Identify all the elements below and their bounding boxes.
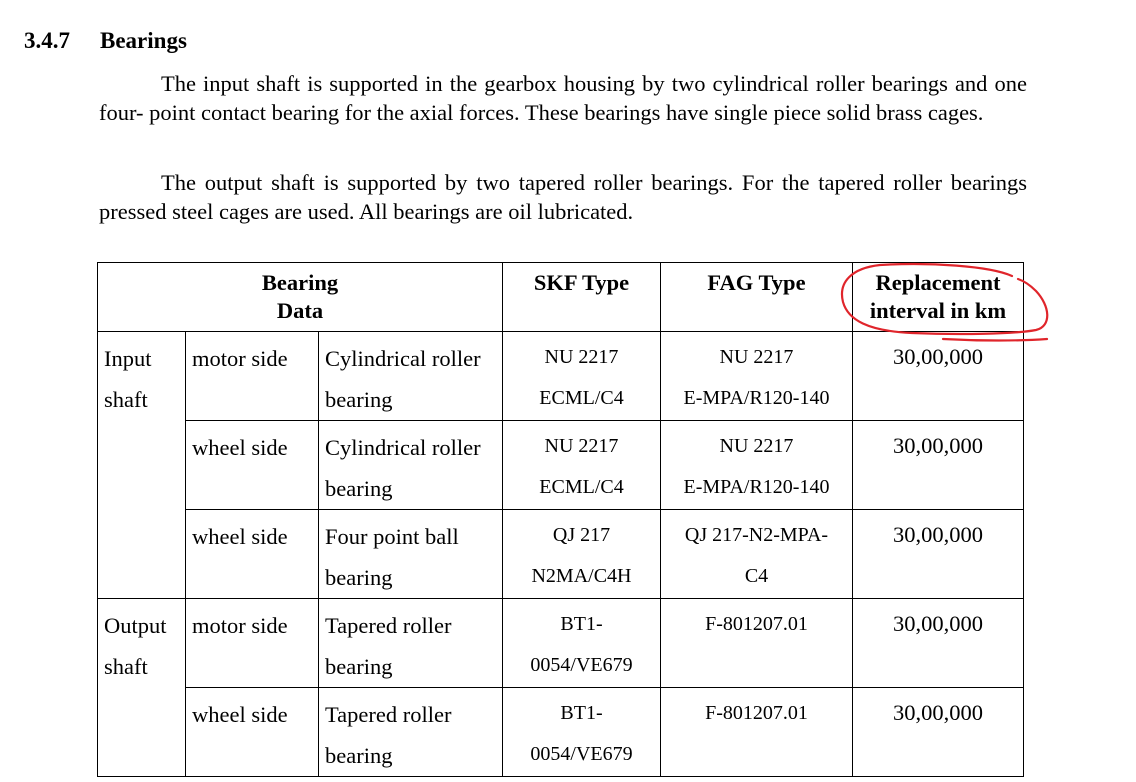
table-row <box>98 510 1024 599</box>
section-title: Bearings <box>100 28 187 53</box>
interval-cell: 30,00,000 <box>853 332 1024 421</box>
header-skf-type <box>503 263 661 332</box>
skf-line2: 0054/VE679 <box>530 743 633 765</box>
side-cell: wheel side <box>186 510 319 599</box>
fag-cell <box>661 421 853 510</box>
header-fag-label: FAG Type <box>707 270 806 295</box>
fag-cell <box>661 510 853 599</box>
fag-cell <box>661 599 853 688</box>
side-cell: motor side <box>186 599 319 688</box>
skf-line1: NU 2217 <box>544 435 619 457</box>
skf-cell <box>503 332 661 421</box>
skf-line2: N2MA/C4H <box>531 565 632 587</box>
group-output-shaft: Output shaft <box>98 599 186 777</box>
bearing-cell: Four point ball bearing <box>319 510 503 599</box>
header-skf-label: SKF Type <box>533 270 630 295</box>
fag-line1: NU 2217 <box>719 346 794 368</box>
bearing-cell: Cylindrical roller bearing <box>319 421 503 510</box>
skf-line1: QJ 217 <box>552 524 611 546</box>
skf-cell <box>503 688 661 777</box>
fag-line1: QJ 217-N2-MPA- <box>684 524 829 546</box>
interval-cell: 30,00,000 <box>853 510 1024 599</box>
section-number: 3.4.7 <box>24 28 70 53</box>
interval-cell: 30,00,000 <box>853 421 1024 510</box>
table-row <box>98 421 1024 510</box>
header-fag-type <box>661 263 853 332</box>
skf-cell <box>503 510 661 599</box>
header-interval-line1: Replacement <box>875 270 1001 295</box>
skf-line2: ECML/C4 <box>539 476 624 498</box>
skf-cell <box>503 421 661 510</box>
bearing-cell: Cylindrical roller bearing <box>319 332 503 421</box>
skf-line2: 0054/VE679 <box>530 654 633 676</box>
interval-cell: 30,00,000 <box>853 688 1024 777</box>
header-bearing-data <box>98 263 503 332</box>
bearing-table <box>97 262 1024 777</box>
skf-cell <box>503 599 661 688</box>
skf-line1: NU 2217 <box>544 346 619 368</box>
fag-line2: C4 <box>744 565 769 587</box>
fag-cell <box>661 332 853 421</box>
fag-line1: F-801207.01 <box>705 613 808 635</box>
table-header-row <box>98 263 1024 332</box>
table-row <box>98 599 1024 688</box>
paragraph-output-shaft: The output shaft is supported by two tapered roller bearings. For the tapered roller bearings pressed steel cages are used. All bearings are oil lubricated. <box>99 170 1027 224</box>
table-row <box>98 332 1024 421</box>
fag-cell <box>661 688 853 777</box>
fag-line1: NU 2217 <box>719 435 794 457</box>
section-heading <box>24 28 187 54</box>
skf-line2: ECML/C4 <box>539 387 624 409</box>
header-bearing-data-line2: Data <box>276 298 324 323</box>
skf-line1: BT1- <box>560 702 603 724</box>
bearing-cell: Tapered roller bearing <box>319 599 503 688</box>
fag-line2: E-MPA/R120-140 <box>683 476 830 498</box>
bearing-cell: Tapered roller bearing <box>319 688 503 777</box>
interval-cell: 30,00,000 <box>853 599 1024 688</box>
header-replacement-interval <box>853 263 1024 332</box>
side-cell: wheel side <box>186 688 319 777</box>
header-bearing-data-line1: Bearing <box>261 270 339 295</box>
header-interval-line2: interval in km <box>869 298 1007 323</box>
group-input-shaft: Input shaft <box>98 332 186 599</box>
skf-line1: BT1- <box>560 613 603 635</box>
fag-line1: F-801207.01 <box>705 702 808 724</box>
side-cell: wheel side <box>186 421 319 510</box>
paragraph-input-shaft: The input shaft is supported in the gearbox housing by two cylindrical roller bearings and one four- point contact bearing for the axial forces. These bearings have single piece solid brass cages. <box>99 71 1027 125</box>
table-row <box>98 688 1024 777</box>
side-cell: motor side <box>186 332 319 421</box>
fag-line2: E-MPA/R120-140 <box>683 387 830 409</box>
